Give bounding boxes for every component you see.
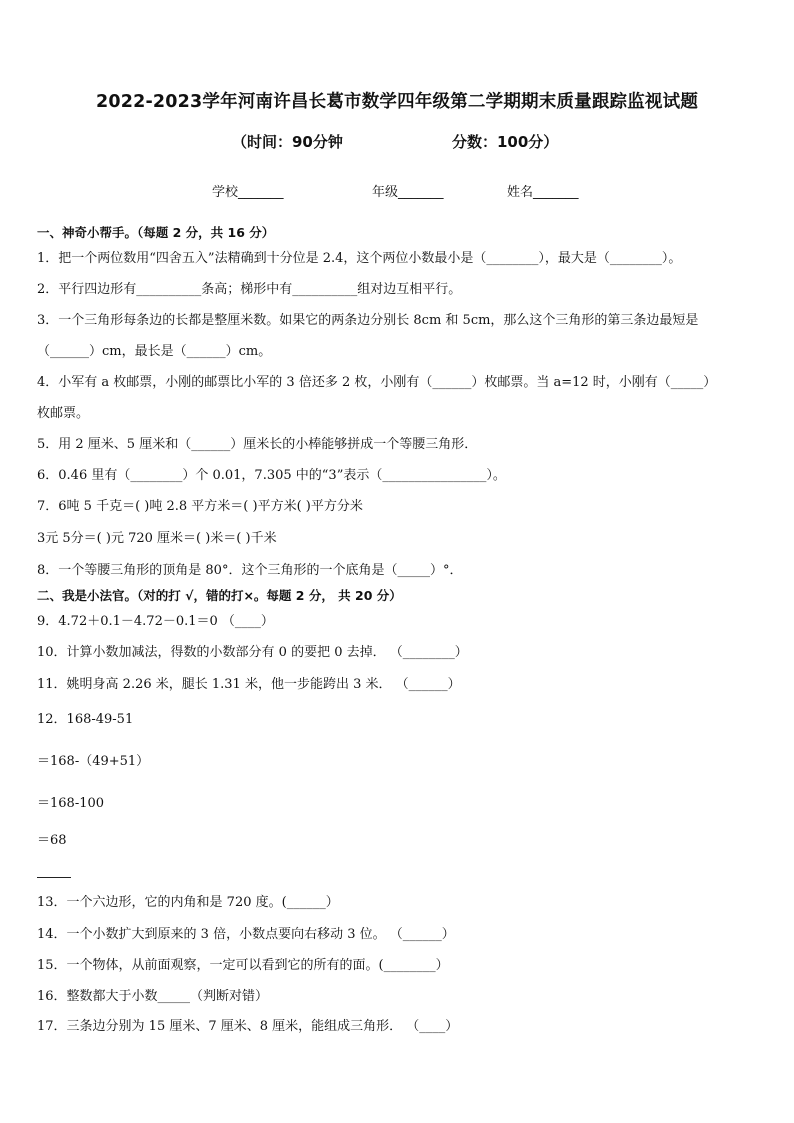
question-12-step-3: ＝68 xyxy=(37,833,67,848)
section-heading-1: 一、神奇小帮手。（每题 2 分，共 16 分） xyxy=(37,225,275,240)
question-11: 11．姚明身高 2.26 米，腿长 1.31 米，他一步能跨出 3 米． （______） xyxy=(37,677,461,692)
question-4: 4．小军有 a 枚邮票，小刚的邮票比小军的 3 倍还多 2 枚，小刚有（______）枚邮票。当 a=12 时，小刚有（_____） xyxy=(37,375,717,390)
question-3-cont: （______）cm，最长是（______）cm。 xyxy=(37,344,272,359)
exam-time: （时间：90分钟 xyxy=(232,133,343,151)
question-4-cont: 枚邮票。 xyxy=(37,406,90,421)
school-field: 学校_______ xyxy=(212,185,284,200)
exam-score: 分数：100分） xyxy=(452,133,559,151)
question-10: 10．计算小数加减法，得数的小数部分有 0 的要把 0 去掉． （________） xyxy=(37,645,468,660)
question-1: 1．把一个两位数用“四舍五入”法精确到十分位是 2.4，这个两位小数最小是（________），最大是（________）。 xyxy=(37,251,682,266)
name-field: 姓名_______ xyxy=(507,185,579,200)
question-6: 6．0.46 里有（________）个 0.01，7.305 中的“3”表示（________________）。 xyxy=(37,468,506,483)
question-7: 7．6吨 5 千克＝( )吨 2.8 平方米＝( )平方米( )平方分米 xyxy=(37,499,363,514)
question-8: 8．一个等腰三角形的顶角是 80°．这个三角形的一个底角是（_____）°． xyxy=(37,563,463,578)
question-5: 5．用 2 厘米、5 厘米和（______）厘米长的小棒能够拼成一个等腰三角形． xyxy=(37,437,478,452)
question-17: 17．三条边分别为 15 厘米、7 厘米、8 厘米，能组成三角形． （____） xyxy=(37,1019,459,1034)
answer-blank-line xyxy=(37,877,71,878)
question-2: 2．平行四边形有__________条高；梯形中有__________组对边互相平行。 xyxy=(37,282,462,297)
question-15: 15．一个物体，从前面观察，一定可以看到它的所有的面。(________） xyxy=(37,958,449,973)
question-16: 16．整数都大于小数_____（判断对错） xyxy=(37,989,269,1004)
question-14: 14．一个小数扩大到原来的 3 倍，小数点要向右移动 3 位。 （______） xyxy=(37,927,455,942)
section-heading-2: 二、我是小法官。（对的打 √，错的打×。每题 2 分， 共 20 分） xyxy=(37,588,402,603)
question-3: 3．一个三角形每条边的长都是整厘米数。如果它的两条边分别长 8cm 和 5cm，那么这个三角形的第三条边最短是 xyxy=(37,313,699,328)
question-12-step-1: ＝168-（49+51） xyxy=(37,754,150,769)
question-12: 12．168-49-51 xyxy=(37,712,134,727)
grade-field: 年级_______ xyxy=(372,185,444,200)
question-12-step-2: ＝168-100 xyxy=(37,796,105,811)
page-title: 2022-2023学年河南许昌长葛市数学四年级第二学期期末质量跟踪监视试题 xyxy=(95,92,699,112)
question-13: 13．一个六边形，它的内角和是 720 度。(______） xyxy=(37,895,339,910)
question-7-cont: 3元 5分＝( )元 720 厘米＝( )米＝( )千米 xyxy=(37,531,277,546)
question-9: 9．4.72＋0.1－4.72－0.1＝0 （____） xyxy=(37,614,274,629)
